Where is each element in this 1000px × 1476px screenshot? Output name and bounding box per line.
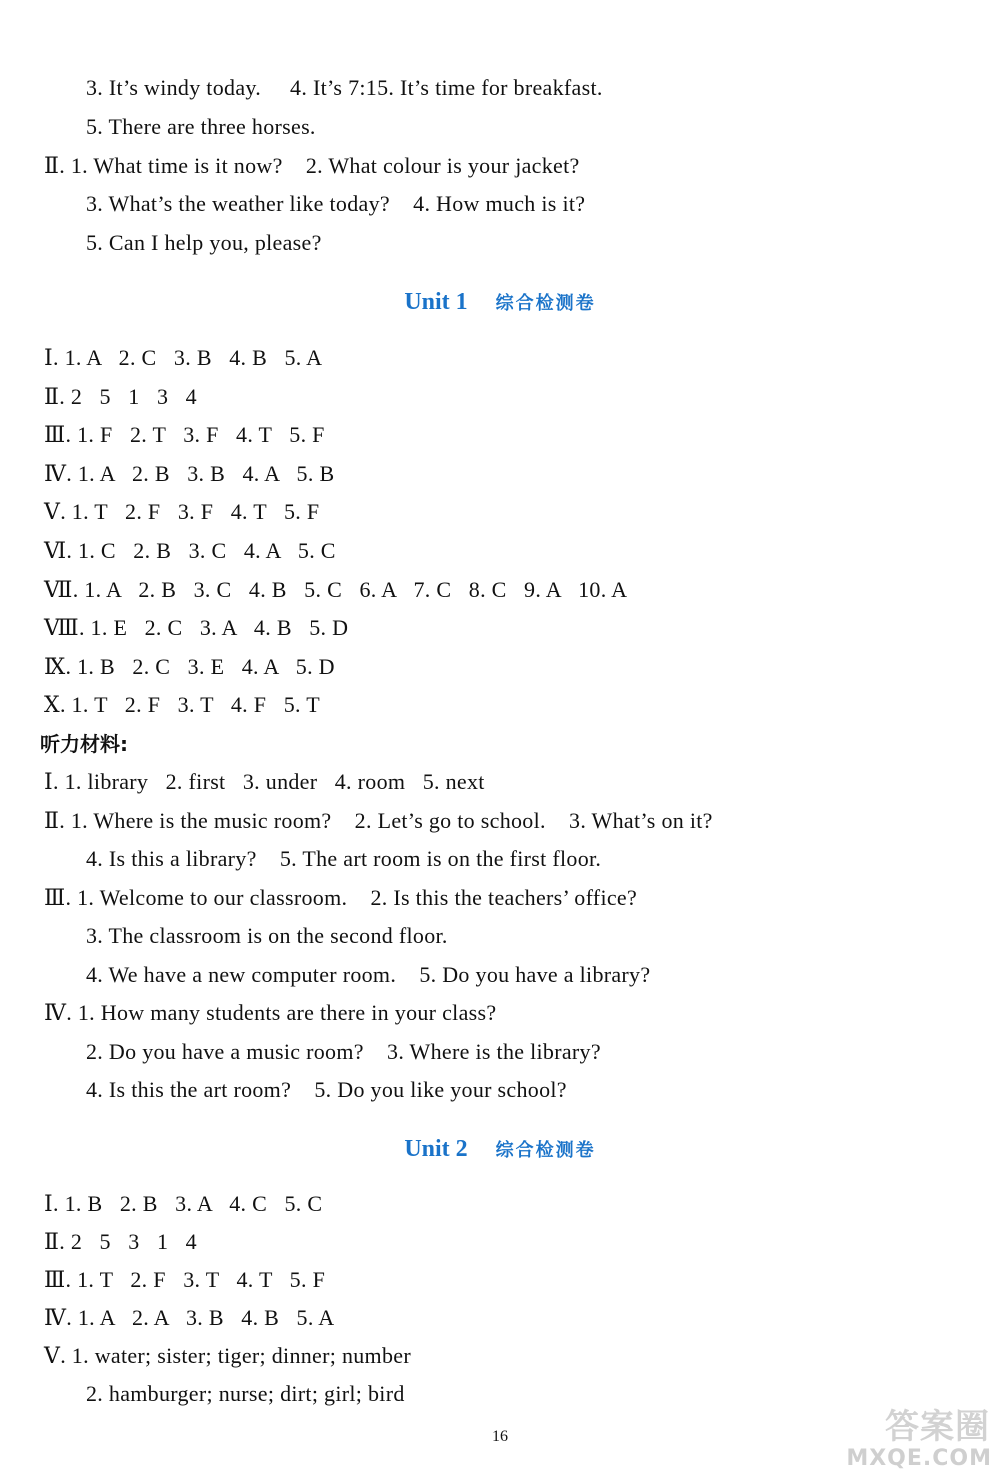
answer-line: Ⅱ. 2 5 1 3 4 xyxy=(44,384,197,409)
listening-line: Ⅲ. 1. Welcome to our classroom. 2. Is this the teachers’ office? xyxy=(44,885,638,910)
listening-line: 4. Is this the art room? 5. Do you like your school? xyxy=(86,1077,567,1102)
answer-line: 5. There are three horses. xyxy=(86,114,316,139)
listening-line: Ⅰ. 1. library 2. first 3. under 4. room 5. next xyxy=(44,769,485,794)
unit-1-title xyxy=(0,287,1000,319)
answer-line: Ⅱ. 2 5 3 1 4 xyxy=(44,1229,197,1254)
listening-line: 3. The classroom is on the second floor. xyxy=(86,923,448,948)
answer-line: 2. hamburger; nurse; dirt; girl; bird xyxy=(86,1381,405,1406)
unit-2-subtitle: 综合检测卷 xyxy=(495,1140,596,1161)
answer-line: Ⅷ. 1. E 2. C 3. A 4. B 5. D xyxy=(44,615,349,640)
answer-line: 3. It’s windy today. 4. It’s 7:15. It’s time for breakfast. xyxy=(86,75,603,100)
unit-2-title xyxy=(0,1134,1000,1166)
listening-line: Ⅱ. 1. Where is the music room? 2. Let’s go to school. 3. What’s on it? xyxy=(44,808,713,833)
answer-line: Ⅴ. 1. water; sister; tiger; dinner; number xyxy=(44,1343,411,1368)
answer-line: Ⅱ. 1. What time is it now? 2. What colour is your jacket? xyxy=(44,153,580,178)
listening-line: 4. Is this a library? 5. The art room is on the first floor. xyxy=(86,846,602,871)
watermark-logo: 答案圈 xyxy=(885,1407,990,1447)
listening-line: Ⅳ. 1. How many students are there in your class? xyxy=(44,1000,497,1025)
answer-line: Ⅸ. 1. B 2. C 3. E 4. A 5. D xyxy=(44,654,335,679)
answer-line: Ⅳ. 1. A 2. B 3. B 4. A 5. B xyxy=(44,461,335,486)
answer-line: Ⅵ. 1. C 2. B 3. C 4. A 5. C xyxy=(44,538,336,563)
unit-1-label: Unit 1 xyxy=(404,289,468,315)
page-number: 16 xyxy=(492,1428,508,1445)
answer-line: Ⅳ. 1. A 2. A 3. B 4. B 5. A xyxy=(44,1305,335,1330)
answer-line: Ⅰ. 1. A 2. C 3. B 4. B 5. A xyxy=(44,345,323,370)
unit-1-subtitle: 综合检测卷 xyxy=(495,293,596,314)
listening-line: 4. We have a new computer room. 5. Do you have a library? xyxy=(86,962,651,987)
answer-line: Ⅴ. 1. T 2. F 3. F 4. T 5. F xyxy=(44,499,320,524)
answer-line: Ⅰ. 1. B 2. B 3. A 4. C 5. C xyxy=(44,1191,323,1216)
answer-line: Ⅶ. 1. A 2. B 3. C 4. B 5. C 6. A 7. C 8. C 9. A 10. A xyxy=(44,577,628,602)
watermark-url: MXQE.COM xyxy=(846,1446,992,1471)
unit-2-label: Unit 2 xyxy=(404,1136,468,1162)
answer-line: 5. Can I help you, please? xyxy=(86,230,322,255)
answer-line: Ⅲ. 1. T 2. F 3. T 4. T 5. F xyxy=(44,1267,326,1292)
answer-line: Ⅹ. 1. T 2. F 3. T 4. F 5. T xyxy=(44,692,320,717)
answer-line: 3. What’s the weather like today? 4. How much is it? xyxy=(86,191,586,216)
answer-line: Ⅲ. 1. F 2. T 3. F 4. T 5. F xyxy=(44,422,325,447)
listening-line: 2. Do you have a music room? 3. Where is the library? xyxy=(86,1039,601,1064)
listening-heading: 听力材料: xyxy=(40,732,128,756)
